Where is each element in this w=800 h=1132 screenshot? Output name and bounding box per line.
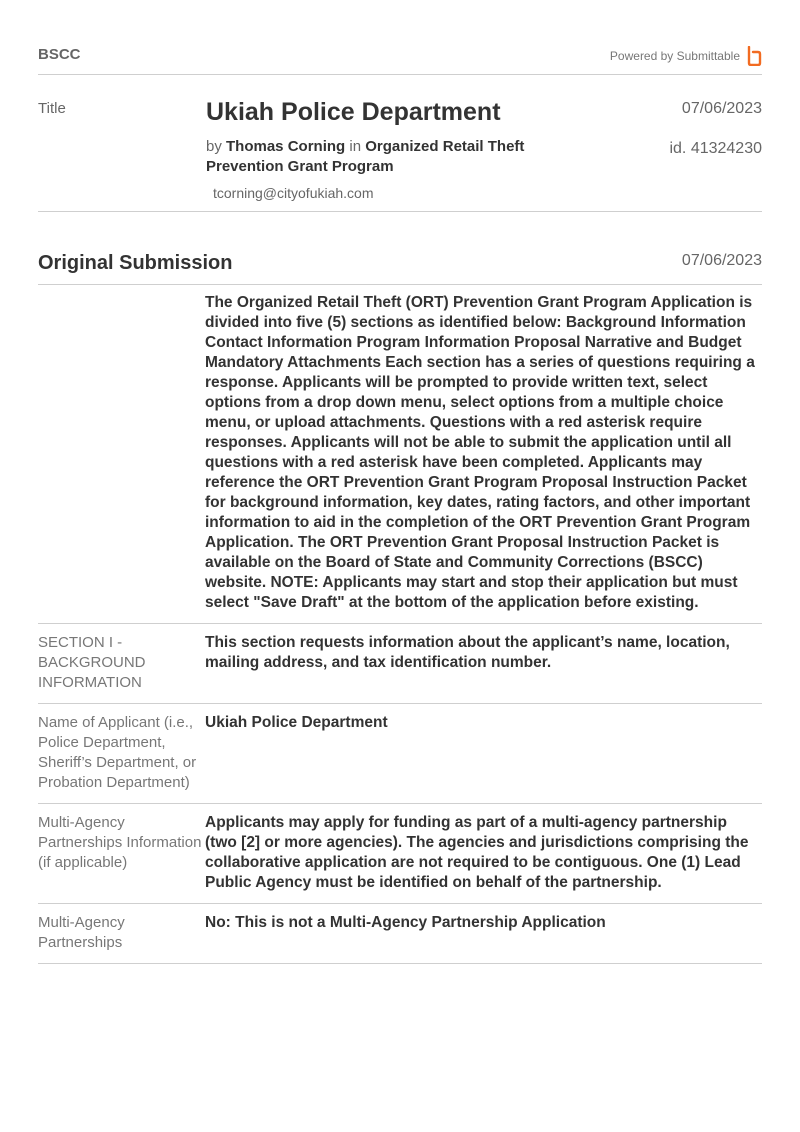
field-label — [38, 293, 205, 613]
submission-fields — [38, 284, 762, 964]
field-row — [38, 704, 762, 804]
section-header — [38, 250, 762, 285]
submission-header — [38, 96, 762, 212]
field-value: The Organized Retail Theft (ORT) Prevention Grant Program Application is divided into five (5) sections as identified below: Background Information Contact Information Program Information Proposal Narrative and Budget Mandatory Attachments Each section has a series of questions requiring a response. Applicants will be prompted to provide written text, select options from a drop down menu, select options from a multiple choice menu, or upload attachments. Questions with a red asterisk require responses. Applicants will not be able to submit the application until all questions with a red asterisk have been completed. Applicants may reference the ORT Prevention Grant Program Proposal Instruction Packet for background information, key dates, rating factors, and other important information to aid in the completion of the ORT Prevention Grant Program Application. The ORT Prevention Grant Proposal Instruction Packet is available on the Board of State and Community Corrections (BSCC) website. NOTE: Applicants may start and stop their application but must select "Save Draft" at the bottom of the application before existing. — [205, 294, 755, 611]
submission-date: 07/06/2023 — [681, 100, 762, 117]
field-value: Applicants may apply for funding as part of a multi-agency partnership (two [2] or more agencies). The agencies and jurisdictions comprising the collaborative application are not required to be contiguous. One (1) Lead Public Agency must be identified on behalf of the partnership. — [205, 814, 749, 891]
author-email: tcorning@cityofukiah.com — [213, 185, 374, 201]
title-label: Title — [38, 100, 66, 117]
top-bar — [38, 40, 762, 75]
field-label: SECTION I - BACKGROUND INFORMATION — [38, 634, 146, 691]
field-label: Multi-Agency Partnerships — [38, 914, 125, 951]
submission-title: Ukiah Police Department — [206, 98, 501, 126]
program-name: Organized Retail Theft Prevention Grant Program — [206, 138, 525, 175]
field-row — [38, 804, 762, 904]
field-label: Multi-Agency Partnerships Information (if applicable) — [38, 814, 202, 871]
submission-id: id. 41324230 — [669, 140, 762, 157]
field-value: Ukiah Police Department — [205, 714, 388, 731]
byline — [206, 137, 586, 177]
field-label: Name of Applicant (i.e., Police Department, Sheriff’s Department, or Probation Department) — [38, 714, 197, 791]
in-word: in — [349, 138, 362, 155]
field-row — [38, 904, 762, 964]
section-date: 07/06/2023 — [681, 252, 762, 269]
author-name: Thomas Corning — [226, 138, 346, 155]
field-value: No: This is not a Multi-Agency Partnership Application — [205, 914, 606, 931]
submittable-logo-icon — [746, 46, 762, 66]
by-prefix: by — [206, 138, 222, 155]
field-value: This section requests information about the applicant’s name, location, mailing address, and tax identification number. — [205, 634, 730, 671]
section-title: Original Submission — [38, 252, 233, 274]
powered-by[interactable] — [610, 46, 762, 66]
org-name: BSCC — [38, 46, 81, 63]
field-row — [38, 284, 762, 624]
field-row — [38, 624, 762, 704]
powered-by-text: Powered by Submittable — [609, 49, 740, 63]
